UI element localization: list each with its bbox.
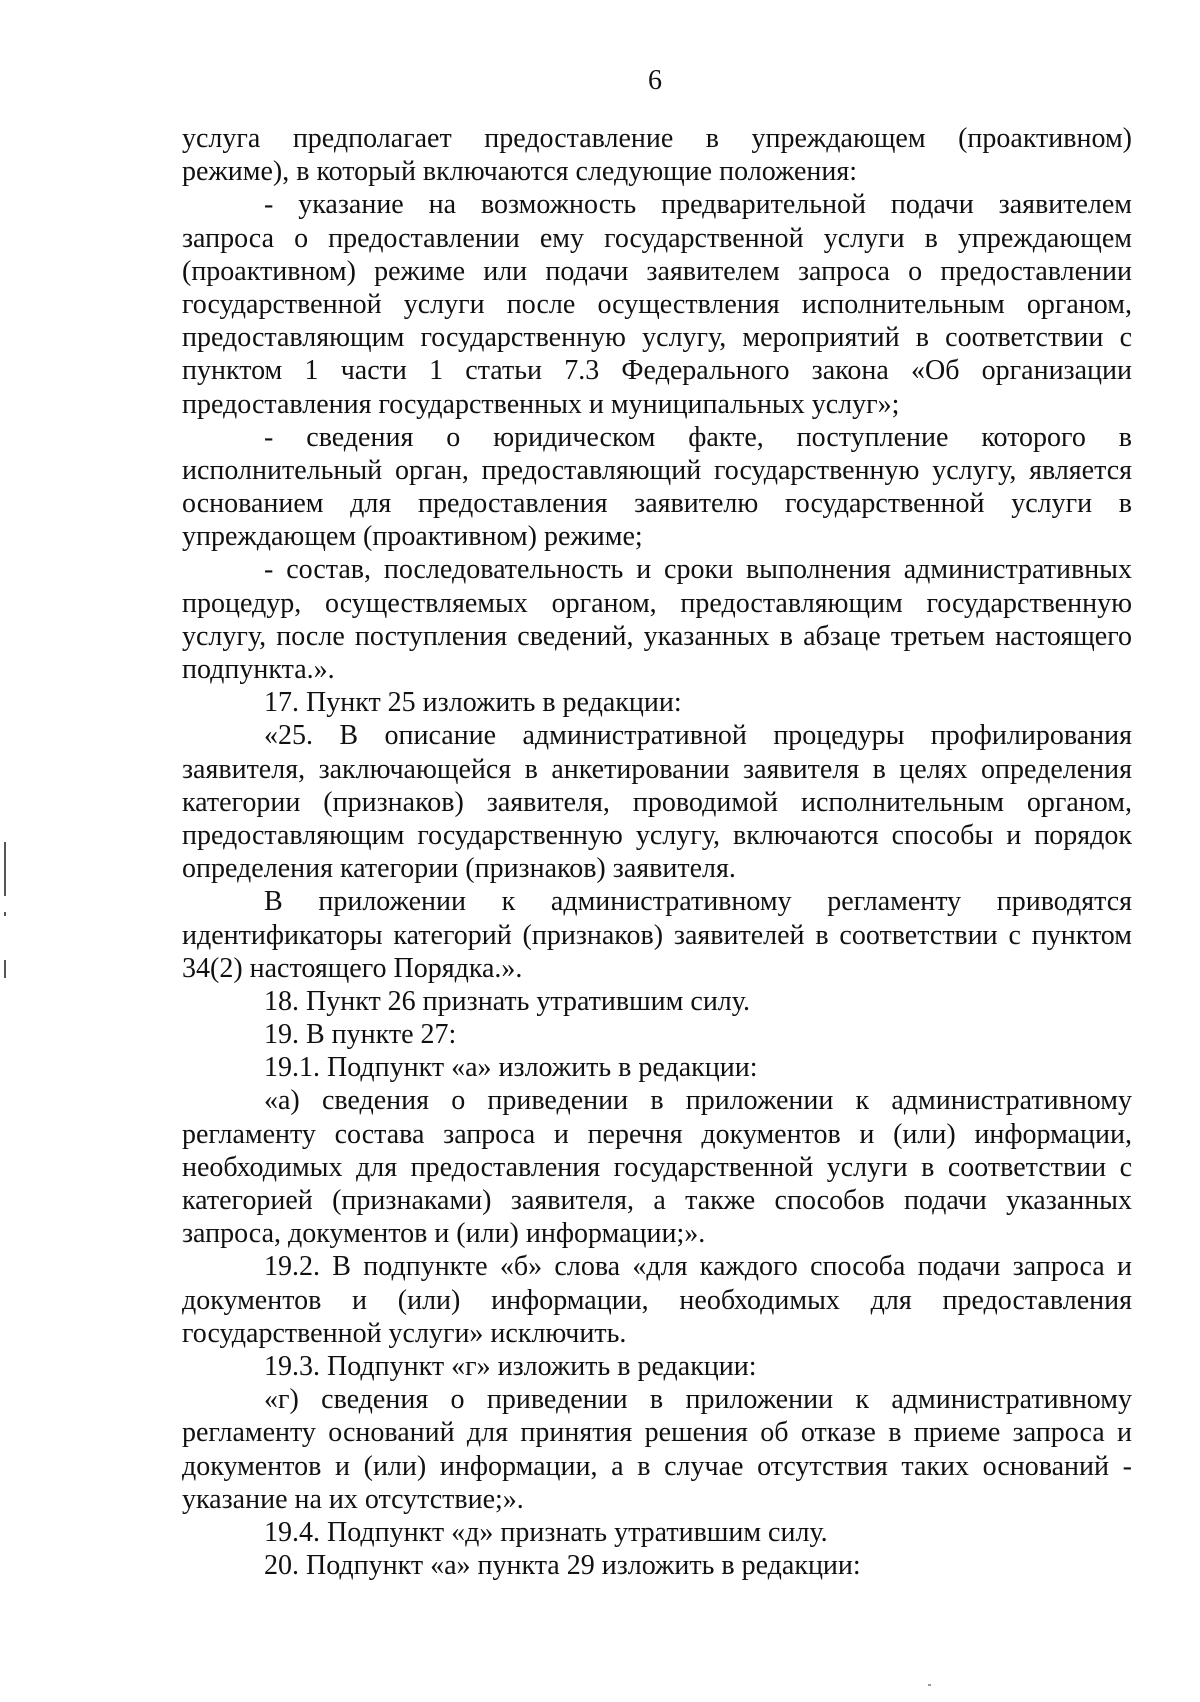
scan-speck xyxy=(928,1684,931,1686)
text-line: 34(2) настоящего Порядка.». xyxy=(182,952,523,984)
text-line: 18. Пункт 26 признать утратившим силу. xyxy=(264,985,750,1017)
text-line: услуга предполагает предоставление в упреждающем (проактивном) xyxy=(182,123,1132,154)
text-line: 19.2. В подпункте «б» слова «для каждого способа подачи запроса и xyxy=(264,1251,1132,1283)
text-line: «г) сведения о приведении в приложении к административному xyxy=(264,1384,1132,1416)
text-line: В приложении к административному регламенту приводятся xyxy=(264,886,1132,918)
text-line: подпункта.». xyxy=(182,654,335,685)
text-line: услугу, после поступления сведений, указанных в абзаце третьем настоящего xyxy=(182,620,1132,652)
text-line: исполнительный орган, предоставляющий государственную услугу, является xyxy=(182,454,1132,486)
text-line: 17. Пункт 25 изложить в редакции: xyxy=(264,687,682,719)
text-line: - указание на возможность предварительной подачи заявителем xyxy=(264,189,1132,221)
scan-margin-mark xyxy=(4,842,6,896)
text-line: 20. Подпункт «а» пункта 29 изложить в редакции: xyxy=(264,1550,861,1582)
text-line: запроса о предоставлении ему государственной услуги в упреждающем xyxy=(182,222,1132,254)
text-line: регламенту состава запроса и перечня документов и (или) информации, xyxy=(182,1118,1132,1150)
text-line: категорией (признаками) заявителя, а также способов подачи указанных xyxy=(182,1185,1132,1216)
text-line: регламенту оснований для принятия решения об отказе в приеме запроса и xyxy=(182,1417,1132,1449)
text-line: идентификаторы категорий (признаков) заявителей в соответствии с пунктом xyxy=(182,919,1132,951)
text-line: запроса, документов и (или) информации;». xyxy=(182,1218,706,1250)
text-line: пунктом 1 части 1 статьи 7.3 Федерального закона «Об организации xyxy=(182,355,1132,387)
text-line: упреждающем (проактивном) режиме; xyxy=(182,521,643,553)
text-line: предоставляющим государственную услугу, мероприятий в соответствии с xyxy=(182,322,1132,354)
document-body xyxy=(182,122,1132,1582)
text-line: «25. В описание административной процедуры профилирования xyxy=(264,720,1132,752)
text-line: государственной услуги после осуществления исполнительным органом, xyxy=(182,288,1132,320)
page-number: 6 xyxy=(648,65,662,96)
text-line: категории (признаков) заявителя, проводимой исполнительным органом, xyxy=(182,786,1132,818)
text-line: определения категории (признаков) заявителя. xyxy=(182,853,736,885)
text-line: основанием для предоставления заявителю государственной услуги в xyxy=(182,488,1132,520)
text-line: 19.1. Подпункт «а» изложить в редакции: xyxy=(264,1052,758,1084)
text-line: - состав, последовательность и сроки выполнения административных xyxy=(264,554,1132,586)
text-line: «а) сведения о приведении в приложении к административному xyxy=(264,1085,1132,1117)
text-line: (проактивном) режиме или подачи заявителем запроса о предоставлении xyxy=(182,255,1132,287)
text-line: 19.3. Подпункт «г» изложить в редакции: xyxy=(264,1350,757,1382)
text-line: государственной услуги» исключить. xyxy=(182,1317,627,1349)
text-line: режиме), в который включаются следующие положения: xyxy=(182,156,858,188)
text-line: процедур, осуществляемых органом, предоставляющим государственную xyxy=(182,587,1132,619)
text-line: предоставляющим государственную услугу, включаются способы и порядок xyxy=(182,819,1132,851)
text-line: необходимых для предоставления государственной услуги в соответствии с xyxy=(182,1151,1132,1183)
scan-margin-mark xyxy=(4,960,6,978)
text-line: указание на их отсутствие;». xyxy=(182,1483,524,1515)
text-line: - сведения о юридическом факте, поступление которого в xyxy=(264,421,1132,453)
text-line: заявителя, заключающейся в анкетировании заявителя в целях определения xyxy=(182,753,1132,785)
text-line: 19. В пункте 27: xyxy=(264,1019,457,1051)
scan-margin-mark xyxy=(4,912,6,916)
text-line: документов и (или) информации, а в случае отсутствия таких оснований - xyxy=(182,1450,1132,1482)
text-line: документов и (или) информации, необходимых для предоставления xyxy=(182,1284,1132,1316)
text-line: 19.4. Подпункт «д» признать утратившим силу. xyxy=(264,1516,828,1548)
text-line: предоставления государственных и муниципальных услуг»; xyxy=(182,388,900,420)
